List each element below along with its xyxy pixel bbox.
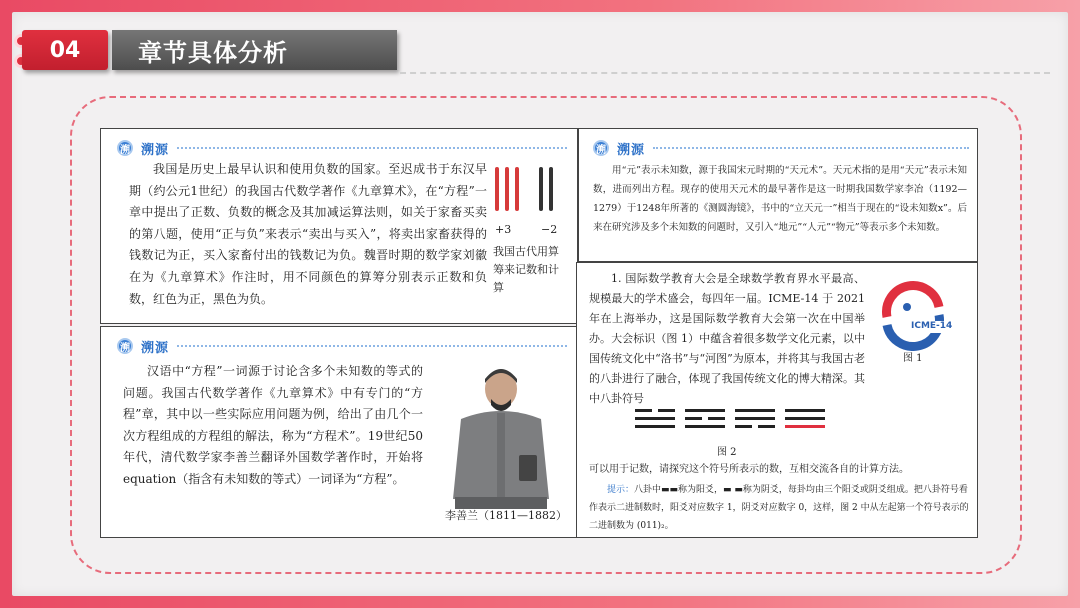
- red-rod: [495, 167, 499, 211]
- portrait-figure: [431, 359, 571, 515]
- tip-label: 提示：: [607, 485, 635, 495]
- portrait-caption: 李善兰（1811—1882）: [445, 509, 567, 522]
- black-rod: [539, 167, 543, 211]
- icme-logo-text: ICME-14: [911, 321, 953, 331]
- figure-1-caption: 图 1: [903, 353, 923, 364]
- body-text: 可以用于记数，请探究这个符号所表示的数，互相交流各自的计算方法。: [589, 464, 909, 475]
- rod-negative-label: −2: [541, 223, 558, 236]
- figure-2-caption: 图 2: [717, 447, 737, 458]
- rod-positive-label: +3: [495, 223, 512, 236]
- source-header: [117, 335, 567, 357]
- panel-icme-bagua: [576, 262, 978, 538]
- source-header: [117, 137, 567, 159]
- source-divider: [653, 147, 969, 149]
- page-title: 章节具体分析: [112, 30, 397, 70]
- portrait-li-shanlan: [431, 359, 571, 515]
- body-text: 1. 国际数学教育大会是全球数学教育界水平最高、规模最大的学术盛会，每四年一届。ICME-14 于 2021 年在上海举办，这是国际数学教育大会第一次在中国举办。大会标识（图 1）中蕴含着很多数学文化元素，以中国传统文化中“洛书”与“河图”为原本，并将其与我国古老的八卦进行了融合，体现了我国传统文化的博大精深。其中八卦符号: [589, 272, 865, 405]
- hexagram-row: [635, 409, 825, 435]
- section-number: 04: [22, 30, 108, 70]
- source-label: 溯源: [141, 340, 170, 356]
- icme-logo: [867, 277, 963, 351]
- source-header: [593, 137, 969, 159]
- red-rod: [515, 167, 519, 211]
- source-divider: [177, 147, 567, 149]
- source-divider: [177, 345, 567, 347]
- panel-tianyuan: [578, 128, 978, 262]
- hexagram-symbol: [685, 409, 725, 429]
- black-rod: [549, 167, 553, 211]
- source-icon: 溯: [117, 338, 133, 354]
- rods-caption: 我国古代用算筹来记数和计算: [493, 245, 559, 294]
- icme-logo-icon: [867, 277, 963, 351]
- source-icon: 溯: [117, 140, 133, 156]
- body-text: 用“元”表示未知数，源于我国宋元时期的“天元术”。天元术指的是用“天元”表示未知数，进而列出方程。现存的使用天元术的最早著作是这一时期我国数学家李冶（1192—1279）于1248年所著的《测圆海镜》，书中的“立天元一”相当于现在的“设未知数x”。后来在研究涉及多个未知数的问题时，又引入“地元”“人元”“物元”等表示多个未知数。: [593, 165, 967, 233]
- hexagram-symbol: [735, 409, 775, 429]
- panel-equation-origin: [100, 326, 578, 538]
- body-text: 我国是历史上最早认识和使用负数的国家。至迟成书于东汉早期（约公元1世纪）的我国古代数学著作《九章算术》，在“方程”一章中提出了正数、负数的概念及其加减运算法则，如关于家畜买卖的第八题，使用“正与负”来表示“卖出与买入”，将卖出家畜获得的钱数记为正，买入家畜付出的钱数记为负。魏晋时期的数学家刘徽在为《九章算术》作注时，用不同颜色的算筹分别表示正数和负数，红色为正，黑色为负。: [129, 162, 487, 306]
- tip-text: 八卦中▬▬称为阳爻，▬ ▬称为阴爻，每卦均由三个阳爻或阴爻组成。把八卦符号看作表示二进制数时，阳爻对应数字 1，阴爻对应数字 0，这样，图 2 中从左起第一个符号表示的二进制数为 (011)₂。: [589, 485, 969, 531]
- source-label: 溯源: [141, 142, 170, 158]
- hexagram-symbol: [635, 409, 675, 429]
- counting-rods-illustration: [487, 167, 577, 317]
- source-icon: 溯: [593, 140, 609, 156]
- body-text: 汉语中“方程”一词源于讨论含多个未知数的等式的问题。我国古代数学著作《九章算术》中有专门的“方程”章，其中以一些实际应用问题为例，给出了由几个一次方程组成的方程组的解法，称为“方程术”。19世纪50年代，清代数学家李善兰翻译外国数学著作时，开始将equation（指含有未知数的等式）一词译为“方程”。: [123, 364, 423, 486]
- tip-paragraph: [589, 481, 969, 535]
- source-label: 溯源: [617, 142, 646, 158]
- header-divider: [400, 72, 1050, 74]
- red-rod: [505, 167, 509, 211]
- panel-negative-numbers: [100, 128, 578, 324]
- hexagram-symbol: [785, 409, 825, 429]
